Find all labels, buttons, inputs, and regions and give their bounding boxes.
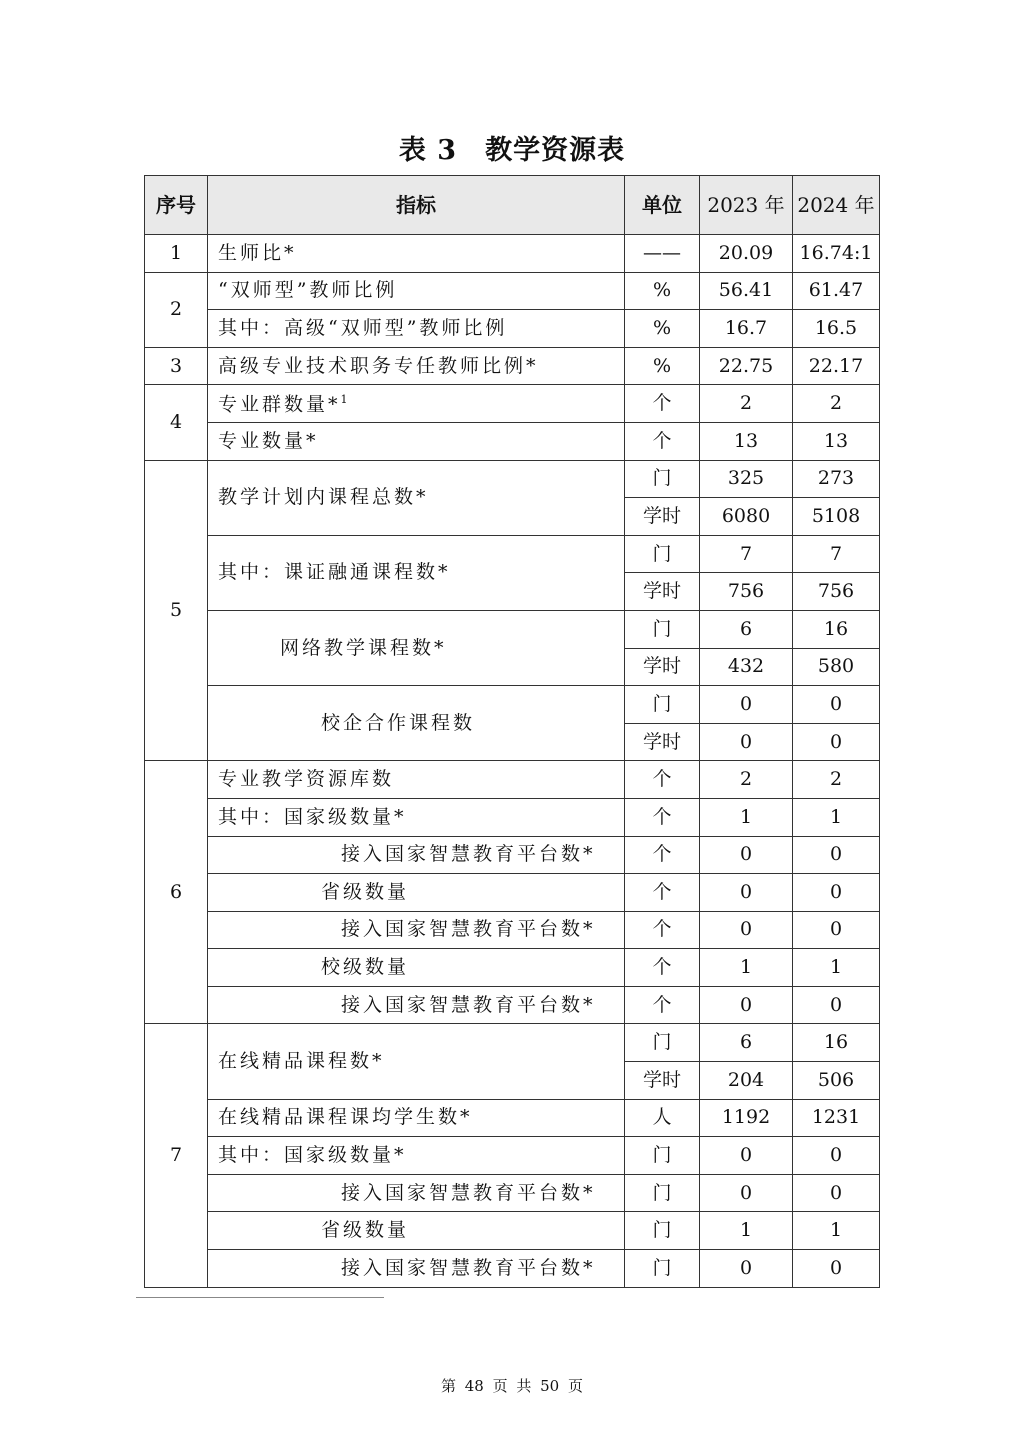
value-2024-cell: 16.74:1 bbox=[793, 235, 880, 273]
value-2023-cell: 204 bbox=[700, 1062, 793, 1100]
table-row bbox=[145, 235, 880, 273]
indicator-cell: 接入国家智慧教育平台数* bbox=[208, 911, 625, 949]
value-2023-cell: 2 bbox=[700, 761, 793, 799]
table-row bbox=[145, 836, 880, 874]
header-unit: 单位 bbox=[625, 176, 700, 235]
value-2023-cell: 0 bbox=[700, 911, 793, 949]
value-2024-cell: 22.17 bbox=[793, 347, 880, 385]
value-2024-cell: 13 bbox=[793, 422, 880, 460]
unit-cell: —— bbox=[625, 235, 700, 273]
value-2023-cell: 20.09 bbox=[700, 235, 793, 273]
indicator-text: 专业群数量* bbox=[218, 392, 341, 415]
value-2024-cell: 2 bbox=[793, 761, 880, 799]
unit-cell: 门 bbox=[625, 1212, 700, 1250]
seq-cell: 3 bbox=[145, 347, 208, 385]
unit-cell: 个 bbox=[625, 911, 700, 949]
page-footer: 第 48 页 共 50 页 bbox=[440, 1377, 583, 1395]
table-header-row bbox=[145, 176, 880, 235]
indicator-cell: “双师型”教师比例 bbox=[208, 272, 625, 310]
teaching-resources-table bbox=[144, 175, 880, 1288]
value-2024-cell: 1231 bbox=[793, 1099, 880, 1137]
value-2023-cell: 0 bbox=[700, 986, 793, 1024]
footnote-divider bbox=[136, 1297, 384, 1298]
seq-cell: 1 bbox=[145, 235, 208, 273]
indicator-cell: 其中：高级“双师型”教师比例 bbox=[208, 310, 625, 348]
indicator-cell: 接入国家智慧教育平台数* bbox=[208, 1174, 625, 1212]
seq-cell: 6 bbox=[145, 761, 208, 1024]
footnote-marker: 1 bbox=[340, 392, 348, 406]
value-2024-cell: 0 bbox=[793, 836, 880, 874]
table-row bbox=[145, 385, 880, 423]
table-row bbox=[145, 1137, 880, 1175]
value-2023-cell: 2 bbox=[700, 385, 793, 423]
indicator-cell: 教学计划内课程总数* bbox=[208, 460, 625, 535]
indicator-cell: 其中：课证融通课程数* bbox=[208, 535, 625, 610]
unit-cell: 人 bbox=[625, 1099, 700, 1137]
unit-cell: 个 bbox=[625, 836, 700, 874]
table-row bbox=[145, 460, 880, 498]
value-2024-cell: 506 bbox=[793, 1062, 880, 1100]
value-2023-cell: 432 bbox=[700, 648, 793, 686]
table-row bbox=[145, 272, 880, 310]
value-2024-cell: 2 bbox=[793, 385, 880, 423]
value-2024-cell: 0 bbox=[793, 1250, 880, 1288]
indicator-cell: 省级数量 bbox=[208, 874, 625, 912]
unit-cell: 门 bbox=[625, 460, 700, 498]
indicator-cell: 其中：国家级数量* bbox=[208, 1137, 625, 1175]
unit-cell: 个 bbox=[625, 986, 700, 1024]
table-row bbox=[145, 686, 880, 724]
value-2023-cell: 22.75 bbox=[700, 347, 793, 385]
value-2024-cell: 0 bbox=[793, 986, 880, 1024]
value-2024-cell: 61.47 bbox=[793, 272, 880, 310]
value-2024-cell: 1 bbox=[793, 949, 880, 987]
unit-cell: 学时 bbox=[625, 573, 700, 611]
indicator-cell: 生师比* bbox=[208, 235, 625, 273]
header-seq: 序号 bbox=[145, 176, 208, 235]
value-2024-cell: 16 bbox=[793, 1024, 880, 1062]
table-row bbox=[145, 986, 880, 1024]
indicator-cell: 接入国家智慧教育平台数* bbox=[208, 986, 625, 1024]
seq-cell: 5 bbox=[145, 460, 208, 761]
indicator-cell: 专业教学资源库数 bbox=[208, 761, 625, 799]
value-2024-cell: 1 bbox=[793, 1212, 880, 1250]
value-2024-cell: 580 bbox=[793, 648, 880, 686]
value-2023-cell: 16.7 bbox=[700, 310, 793, 348]
table-row bbox=[145, 1024, 880, 1062]
unit-cell: 个 bbox=[625, 761, 700, 799]
table-row bbox=[145, 761, 880, 799]
table-row bbox=[145, 347, 880, 385]
indicator-cell: 在线精品课程课均学生数* bbox=[208, 1099, 625, 1137]
value-2024-cell: 5108 bbox=[793, 498, 880, 536]
seq-cell: 4 bbox=[145, 385, 208, 460]
indicator-cell: 省级数量 bbox=[208, 1212, 625, 1250]
unit-cell: 门 bbox=[625, 1137, 700, 1175]
value-2023-cell: 0 bbox=[700, 723, 793, 761]
value-2024-cell: 0 bbox=[793, 1137, 880, 1175]
table-row bbox=[145, 1174, 880, 1212]
indicator-cell: 高级专业技术职务专任教师比例* bbox=[208, 347, 625, 385]
indicator-cell bbox=[208, 385, 625, 423]
value-2023-cell: 13 bbox=[700, 422, 793, 460]
header-indicator: 指标 bbox=[208, 176, 625, 235]
value-2023-cell: 325 bbox=[700, 460, 793, 498]
value-2024-cell: 756 bbox=[793, 573, 880, 611]
value-2024-cell: 16.5 bbox=[793, 310, 880, 348]
value-2023-cell: 1192 bbox=[700, 1099, 793, 1137]
table-row bbox=[145, 610, 880, 648]
value-2023-cell: 756 bbox=[700, 573, 793, 611]
value-2023-cell: 56.41 bbox=[700, 272, 793, 310]
value-2023-cell: 0 bbox=[700, 1250, 793, 1288]
indicator-cell: 在线精品课程数* bbox=[208, 1024, 625, 1099]
indicator-cell: 专业数量* bbox=[208, 422, 625, 460]
table-row bbox=[145, 535, 880, 573]
unit-cell: 学时 bbox=[625, 1062, 700, 1100]
value-2024-cell: 0 bbox=[793, 1174, 880, 1212]
indicator-cell: 接入国家智慧教育平台数* bbox=[208, 1250, 625, 1288]
unit-cell: 个 bbox=[625, 874, 700, 912]
unit-cell: 个 bbox=[625, 949, 700, 987]
unit-cell: 门 bbox=[625, 1024, 700, 1062]
indicator-cell: 校企合作课程数 bbox=[208, 686, 625, 761]
unit-cell: 门 bbox=[625, 610, 700, 648]
table-row bbox=[145, 1099, 880, 1137]
unit-cell: 个 bbox=[625, 422, 700, 460]
value-2023-cell: 1 bbox=[700, 949, 793, 987]
value-2023-cell: 6080 bbox=[700, 498, 793, 536]
value-2023-cell: 0 bbox=[700, 1174, 793, 1212]
unit-cell: 个 bbox=[625, 385, 700, 423]
seq-cell: 7 bbox=[145, 1024, 208, 1287]
seq-cell: 2 bbox=[145, 272, 208, 347]
unit-cell: 学时 bbox=[625, 723, 700, 761]
header-2023: 2023 年 bbox=[700, 176, 793, 235]
value-2024-cell: 0 bbox=[793, 911, 880, 949]
unit-cell: 门 bbox=[625, 686, 700, 724]
table-row bbox=[145, 422, 880, 460]
unit-cell: 学时 bbox=[625, 498, 700, 536]
indicator-cell: 其中：国家级数量* bbox=[208, 798, 625, 836]
value-2024-cell: 16 bbox=[793, 610, 880, 648]
indicator-cell: 网络教学课程数* bbox=[208, 610, 625, 685]
unit-cell: 学时 bbox=[625, 648, 700, 686]
unit-cell: % bbox=[625, 310, 700, 348]
indicator-cell: 校级数量 bbox=[208, 949, 625, 987]
indicator-cell: 接入国家智慧教育平台数* bbox=[208, 836, 625, 874]
table-row bbox=[145, 1250, 880, 1288]
value-2024-cell: 273 bbox=[793, 460, 880, 498]
table-row bbox=[145, 949, 880, 987]
table-row bbox=[145, 1212, 880, 1250]
value-2024-cell: 7 bbox=[793, 535, 880, 573]
value-2023-cell: 0 bbox=[700, 1137, 793, 1175]
table-title: 表 3 教学资源表 bbox=[398, 135, 626, 166]
value-2023-cell: 1 bbox=[700, 1212, 793, 1250]
value-2023-cell: 1 bbox=[700, 798, 793, 836]
unit-cell: 门 bbox=[625, 1174, 700, 1212]
value-2024-cell: 0 bbox=[793, 874, 880, 912]
value-2024-cell: 0 bbox=[793, 686, 880, 724]
value-2023-cell: 6 bbox=[700, 1024, 793, 1062]
value-2023-cell: 7 bbox=[700, 535, 793, 573]
value-2023-cell: 0 bbox=[700, 686, 793, 724]
value-2024-cell: 0 bbox=[793, 723, 880, 761]
table-row bbox=[145, 798, 880, 836]
value-2023-cell: 6 bbox=[700, 610, 793, 648]
unit-cell: % bbox=[625, 347, 700, 385]
value-2024-cell: 1 bbox=[793, 798, 880, 836]
value-2023-cell: 0 bbox=[700, 836, 793, 874]
unit-cell: % bbox=[625, 272, 700, 310]
value-2023-cell: 0 bbox=[700, 874, 793, 912]
table-row bbox=[145, 911, 880, 949]
table-row bbox=[145, 874, 880, 912]
unit-cell: 门 bbox=[625, 535, 700, 573]
unit-cell: 门 bbox=[625, 1250, 700, 1288]
table-row bbox=[145, 310, 880, 348]
unit-cell: 个 bbox=[625, 798, 700, 836]
header-2024: 2024 年 bbox=[793, 176, 880, 235]
